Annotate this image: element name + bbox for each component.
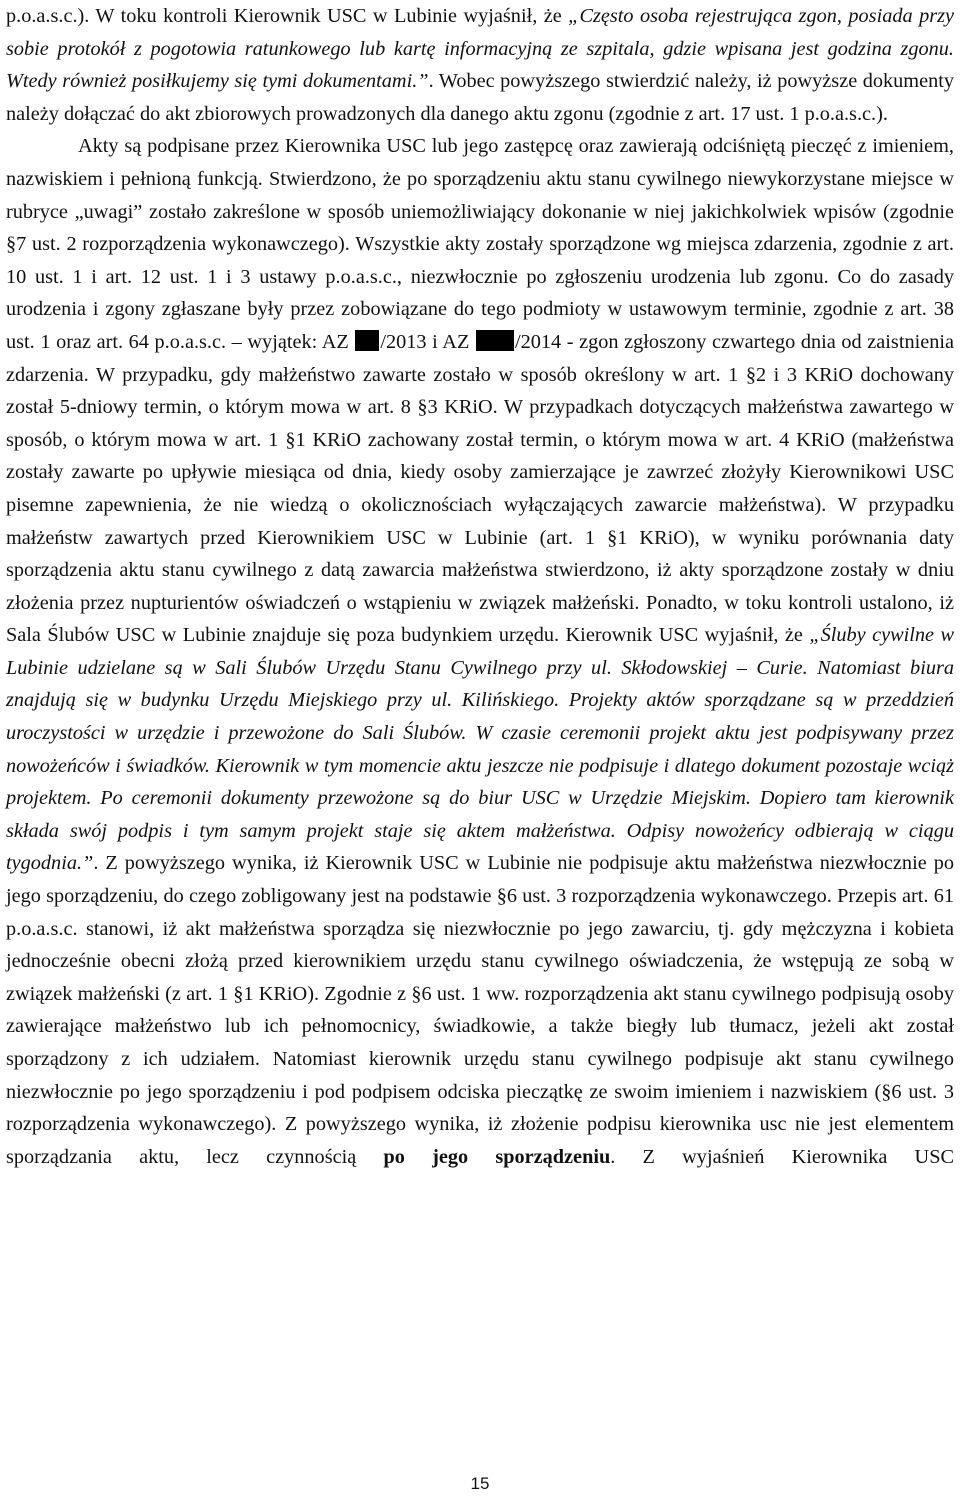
text-run: p.o.a.s.c.). W toku kontroli Kierownik USC w Lubinie wyjaśnił, że: [6, 5, 569, 27]
page-number: 15: [470, 1474, 490, 1493]
quote-italic: „Śluby cywilne w Lubinie udzielane są w Sali Ślubów Urzędu Stanu Cywilnego przy ul. Skłodowskiej – Curie. Natomiast biura znajdują się w budynku Urzędu Miejskiego przy ul. Kilińskiego. Projekty aktów sporządzane są w przeddzień uroczystości w urzędzie i przewożone do Sali Ślubów. W czasie ceremonii projekt aktu jest podpisywany przez nowożeńców i świadków. Kierownik w tym momencie aktu jeszcze nie podpisuje i dlatego dokument pozostaje wciąż projektem. Po ceremonii dokumenty przewożone są do biur USC w Urzędzie Miejskim. Dopiero tam kierownik składa swój podpis i tym samym projekt staje się aktem małżeństwa. Odpisy nowożeńcy odbierają w ciągu tygodnia.”: [6, 624, 955, 875]
paragraph-1: [6, 0, 954, 130]
text-run: . Z powyższego wynika, iż Kierownik USC w Lubinie nie podpisuje aktu małżeństwa niezwłocznie po jego sporządzeniu, do czego zobligowany jest na podstawie §6 ust. 3 rozporządzenia wykonawczego. Przepis art. 61 p.o.a.s.c. stanowi, iż akt małżeństwa sporządza się niezwłocznie po jego zawarciu, tj. gdy mężczyzna i kobieta jednocześnie obecni złożą przed kierownikiem urzędu stanu cywilnego oświadczenia, że wstępują ze sobą w związek małżeński (z art. 1 §1 KRiO). Zgodnie z §6 ust. 1 ww. rozporządzenia akt stanu cywilnego podpisują osoby zawierające małżeństwo lub ich pełnomocnicy, świadkowie, a także biegły lub tłumacz, jeżeli akt został sporządzony z ich udziałem. Natomiast kierownik urzędu stanu cywilnego podpisuje akt stanu cywilnego niezwłocznie po jego sporządzeniu i pod podpisem odciska pieczątkę ze swoim imieniem i nazwiskiem (§6 ust. 3 rozporządzenia wykonawczego). Z powyższego wynika, iż złożenie podpisu kierownika usc nie jest elementem sporządzania aktu, lecz czynnością: [6, 852, 954, 1168]
text-run: Akty są podpisane przez Kierownika USC lub jego zastępcę oraz zawierają odciśniętą pieczęć z imieniem, nazwiskiem i pełnioną funkcją. Stwierdzono, że po sporządzeniu aktu stanu cywilnego niewykorzystane miejsce w rubryce „uwagi” zostało zakreślone w sposób uniemożliwiający dokonanie w niej jakichkolwiek wpisów (zgodnie §7 ust. 2 rozporządzenia wykonawczego). Wszystkie akty zostały sporządzone wg miejsca zdarzenia, zgodnie z art. 10 ust. 1 i art. 12 ust. 1 i 3 ustawy p.o.a.s.c., niezwłocznie po zgłoszeniu urodzenia lub zgonu. Co do zasady urodzenia i zgony zgłaszane były przez zobowiązane do tego podmioty w ustawowym terminie, zgodnie z art. 38 ust. 1 oraz art. 64 p.o.a.s.c. – wyjątek: AZ: [6, 135, 954, 353]
redaction-block: [476, 330, 514, 351]
text-run: . Z wyjaśnień Kierownika USC: [610, 1145, 955, 1168]
quote-italic: „Często osoba rejestrująca zgon, posiada przy sobie protokół z pogotowia ratunkowego lub kartę informacyjną ze szpitala, gdzie wpisana jest godzina zgonu. Wtedy również posiłkujemy się tymi dokumentami.”: [6, 5, 954, 93]
text-run: /2013 i AZ: [380, 330, 475, 353]
text-run: /2014 - zgon zgłoszony czwartego dnia od zaistnienia zdarzenia. W przypadku, gdy małżeństwo zawarte zostało w sposób określony w art. 1 §2 i 3 KRiO dochowany został 5-dniowy termin, o którym mowa w art. 8 §3 KRiO. W przypadkach dotyczących małżeństwa zawartego w sposób, o którym mowa w art. 1 §1 KRiO zachowany został termin, o którym mowa w art. 4 KRiO (małżeństwa zostały zawarte po upływie miesiąca od dnia, kiedy osoby zamierzające je zawrzeć złożyły Kierownikowi USC pisemne zapewnienia, że nie wiedzą o okolicznościach wyłączających zawarcie małżeństwa). W przypadku małżeństw zawartych przed Kierownikiem USC w Lubinie (art. 1 §1 KRiO), w wyniku porównania daty sporządzenia aktu stanu cywilnego z datą zawarcia małżeństwa stwierdzono, iż akty sporządzone zostały w dniu złożenia przez nupturientów oświadczeń o wstąpieniu w związek małżeński. Ponadto, w toku kontroli ustalono, iż Sala Ślubów USC w Lubinie znajduje się poza budynkiem urzędu. Kierownik USC wyjaśnił, że: [6, 330, 955, 647]
text-run: . Wobec powyższego stwierdzić należy, iż powyższe dokumenty należy dołączać do akt zbiorowych prowadzonych dla danego aktu zgonu (zgodnie z art. 17 ust. 1 p.o.a.s.c.).: [6, 70, 954, 125]
bold-phrase: po jego sporządzeniu: [383, 1145, 611, 1168]
redaction-block: [355, 330, 379, 351]
body-text: [6, 0, 954, 1173]
paragraph-2: [6, 130, 954, 1173]
